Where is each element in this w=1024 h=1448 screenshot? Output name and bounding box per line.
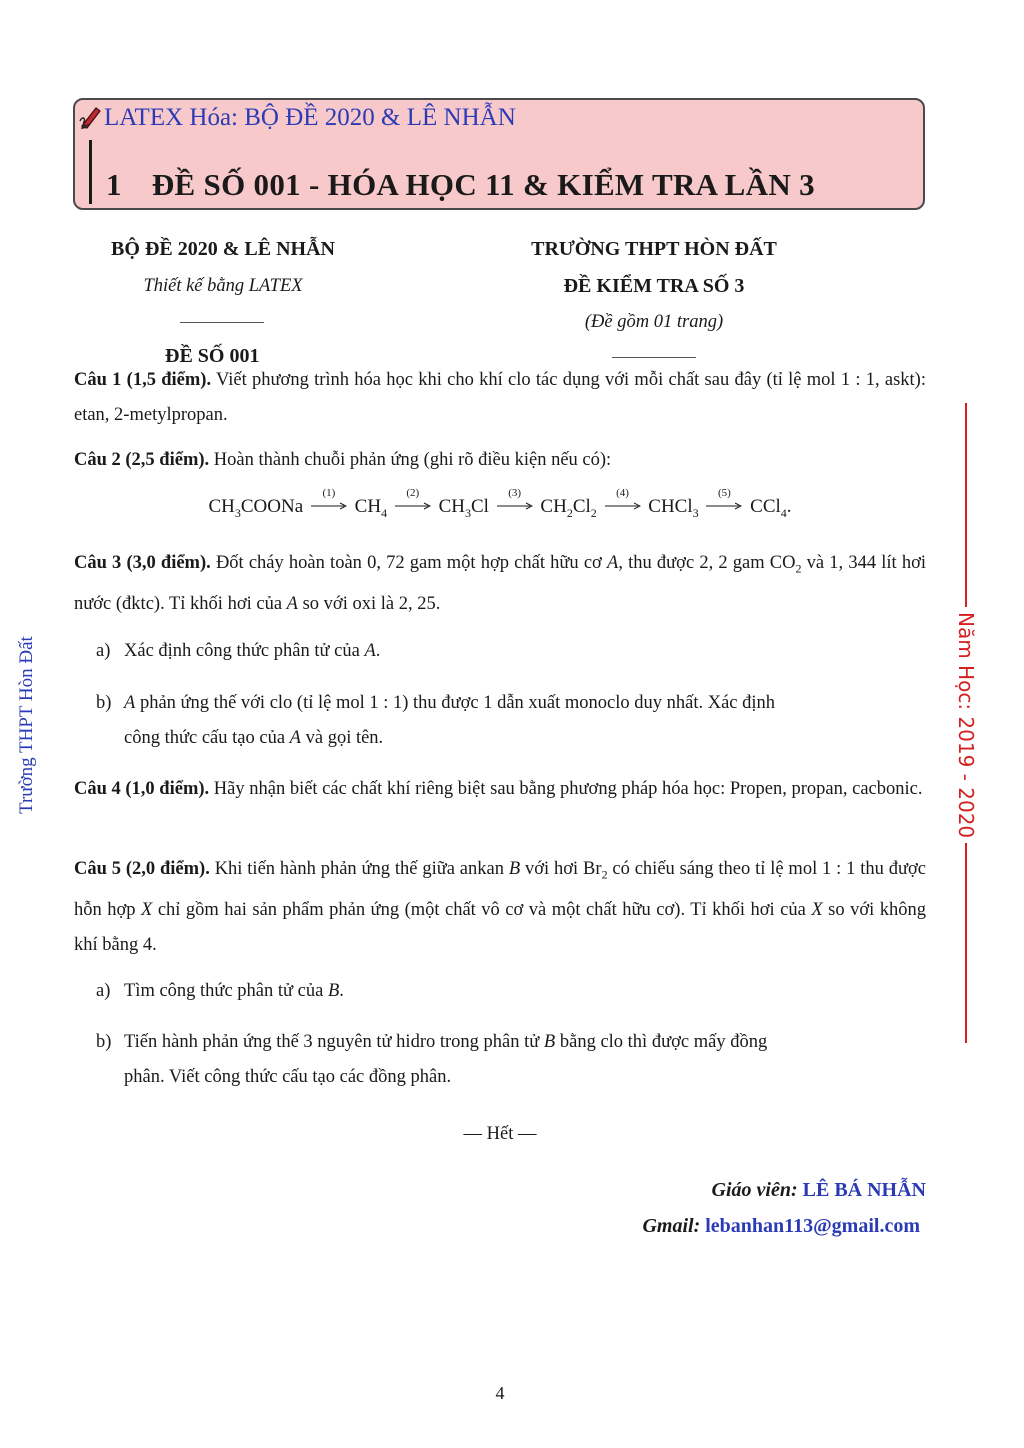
chain-compound-6: CCl$_4$. (750, 496, 792, 520)
header-bar-decoration (89, 140, 92, 204)
left-block-designed-with: Thiết kế bằng LATEX (143, 276, 303, 296)
chain-compound-2: $CH_4$ (354, 496, 388, 520)
teacher-name: LÊ BÁ NHẪN (802, 1179, 926, 1201)
question-5a: a) Tìm công thức phân tử của B. (96, 981, 344, 1001)
question-4 (74, 772, 926, 807)
reaction-chain (0, 487, 1000, 521)
page-number: 4 (495, 1383, 505, 1403)
question-3-label: Câu 3 (3,0 điểm). (74, 553, 211, 573)
pen-icon (78, 104, 102, 130)
question-4-text: Hãy nhận biết các chất khí riêng biệt sau bằng phương pháp hóa học: Propen, propan, cacbonic. (213, 779, 923, 799)
question-2-text: Hoàn thành chuỗi phản ứng (ghi rõ điều kiện nếu có): (213, 450, 612, 470)
question-1 (74, 363, 926, 433)
question-2 (74, 443, 926, 478)
reaction-arrow-3: (3) (497, 502, 533, 510)
gmail-line (642, 1209, 920, 1244)
left-margin-school: Trường THPT Hòn Đất (16, 636, 37, 814)
question-5b: b) Tiến hành phản ứng thế 3 nguyên tử hidro trong phân tử B bằng clo thì được mấy đồng phân. Viết công thức cấu tạo các đồng phân. (96, 1032, 768, 1087)
chain-compound-1: $CH_3COONa$ (208, 496, 304, 520)
left-block-rule (180, 322, 264, 323)
section-title-text: ĐỀ SỐ 001 - HÓA HỌC 11 & KIỂM TRA LẦN 3 (151, 167, 815, 202)
gmail-label: Gmail: (642, 1215, 701, 1237)
gmail-address[interactable]: lebanhan113@gmail.com (705, 1215, 920, 1237)
question-3a: a) Xác định công thức phân tử của A. (96, 641, 381, 661)
reaction-arrow-2: (2) (395, 502, 431, 510)
book-subtitle (78, 104, 516, 132)
school-name: TRƯỜNG THPT HÒN ĐẤT (531, 238, 777, 260)
exam-code: ĐỀ SỐ 001 (165, 345, 260, 367)
chain-compound-5: CHCl$_3$ (648, 496, 699, 520)
chain-compound-4: $CH_2Cl_2$ (540, 496, 597, 520)
pages-note: (Đề gồm 01 trang) (584, 312, 724, 332)
section-title (106, 167, 815, 203)
question-5: Câu 5 (2,0 điểm). Khi tiến hành phản ứng thế giữa ankan B với hơi $Br_2$ có chiếu sáng theo tỉ lệ mol 1 : 1 thu được hỗn hợp X chỉ gồm hai sản phẩm phản ứng (một chất vô cơ và một chất hữu cơ). Tỉ khối hơi của X so với không khí bằng 4. (74, 859, 927, 955)
teacher-label: Giáo viên: (711, 1179, 798, 1201)
question-4-label: Câu 4 (1,0 điểm). (74, 779, 210, 799)
reaction-arrow-4: (4) (605, 502, 641, 510)
right-block-rule (612, 357, 696, 358)
question-1-label: Câu 1 (1,5 điểm). (74, 370, 212, 390)
book-subtitle-text: LATEX Hóa: BỘ ĐỀ 2020 & LÊ NHẪN (104, 104, 516, 131)
question-3: Câu 3 (3,0 điểm). Đốt cháy hoàn toàn 0, 72 gam một hợp chất hữu cơ A, thu được 2, 2 gam $CO_2$ và 1, 344 lít hơi nước (đktc). Tỉ khối hơi của A so với oxi là 2, 25. (74, 553, 926, 614)
left-block-title: BỘ ĐỀ 2020 & LÊ NHẪN (111, 238, 335, 260)
question-3b: b) A phản ứng thế với clo (tỉ lệ mol 1 : 1) thu được 1 dẫn xuất monoclo duy nhất. Xác định công thức cấu tạo của A và gọi tên. (96, 693, 776, 748)
teacher-line (712, 1173, 926, 1208)
exam-name: ĐỀ KIỂM TRA SỐ 3 (563, 275, 745, 297)
reaction-arrow-5: (5) (706, 502, 742, 510)
reaction-arrow-1: (1) (311, 502, 347, 510)
right-margin-school-year: Năm Học: 2019 - 2020 (954, 611, 978, 839)
question-2-label: Câu 2 (2,5 điểm). (74, 450, 210, 470)
right-margin-school-year-wrap (950, 607, 982, 843)
question-1-text: Viết phương trình hóa học khi cho khí clo tác dụng với mỗi chất sau đây (tỉ lệ mol 1 : 1, askt): etan, 2-metylpropan. (74, 370, 926, 425)
question-5-label: Câu 5 (2,0 điểm). (74, 859, 210, 879)
section-number: 1 (106, 167, 122, 202)
chain-compound-3: $CH_3Cl$ (438, 496, 489, 520)
end-mark: — Hết — (463, 1124, 537, 1144)
